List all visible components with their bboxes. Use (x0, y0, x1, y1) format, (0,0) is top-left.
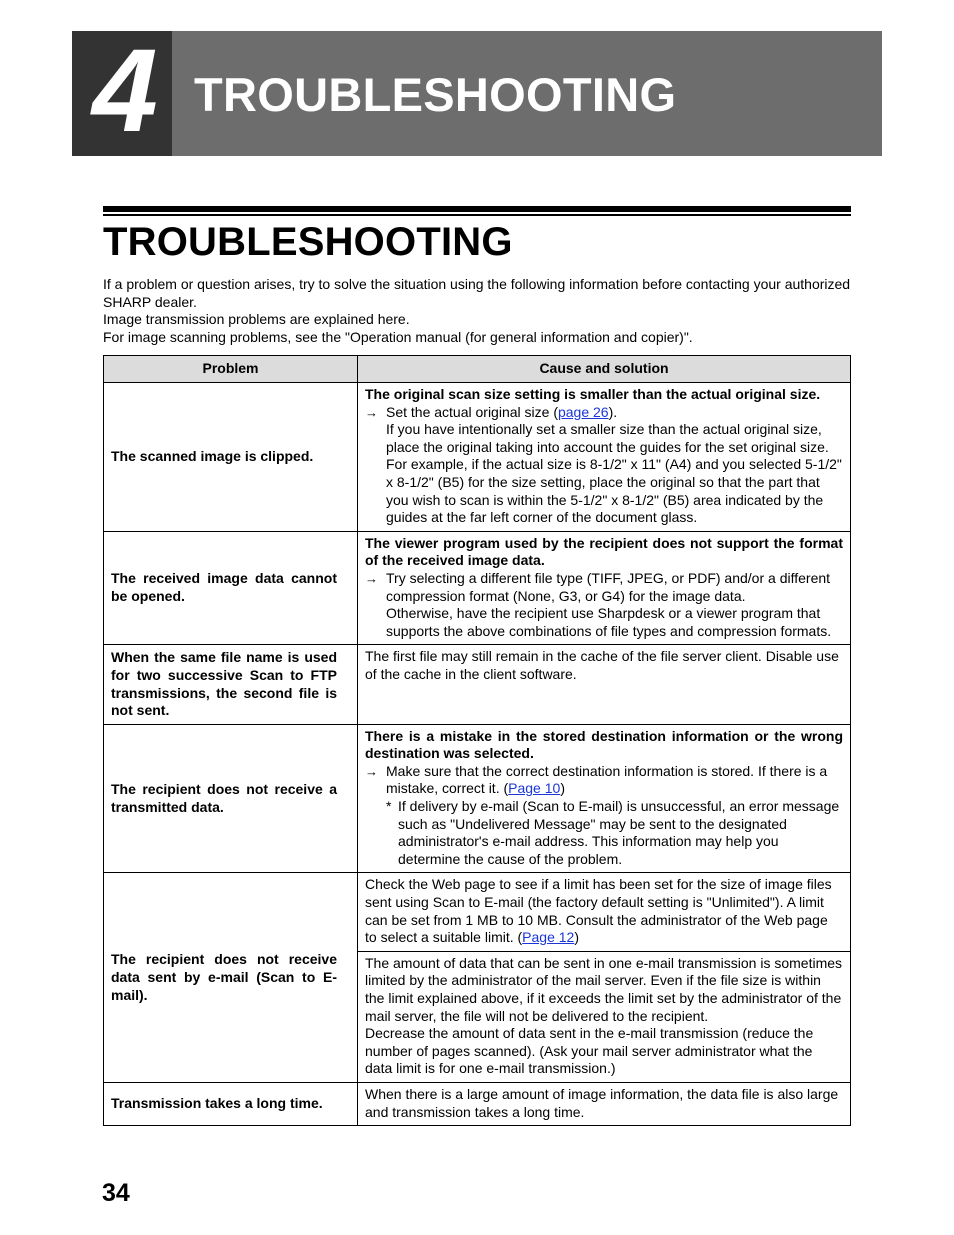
solution-item: → Make sure that the correct destination information is stored. If there is a mistake, correct it. (Page 10) (365, 762, 828, 797)
problem-cell: Transmission takes a long time. (104, 1082, 358, 1125)
arrow-icon: → (365, 570, 378, 586)
cause-cell (358, 531, 851, 645)
table-row (104, 383, 851, 532)
intro-paragraph: For image scanning problems, see the "Operation manual (for general information and copier)". (103, 328, 693, 345)
solution-note: * If delivery by e-mail (Scan to E-mail) is unsuccessful, an error message such as "Undelivered Message" may be sent to the designated administrator's e-mail address. This information may help you determine the cause of the problem. (386, 798, 840, 867)
problem-cell: The received image data cannot be opened. (104, 531, 358, 645)
troubleshooting-table (103, 355, 851, 1126)
cause-heading: There is a mistake in the stored destination information or the wrong destination was selected. (365, 727, 843, 762)
cause-cell (358, 724, 851, 873)
intro-paragraph: If a problem or question arises, try to solve the situation using the following information before contacting your authorized SHARP dealer. (103, 276, 851, 310)
chapter-title: TROUBLESHOOTING (194, 68, 677, 121)
intro-paragraph: Image transmission problems are explained here. (103, 311, 410, 328)
page-link[interactable]: Page 10 (508, 780, 561, 797)
title-rule-thick (103, 206, 851, 212)
chapter-number-box (72, 25, 172, 157)
table-row (104, 873, 851, 951)
cause-cell (358, 951, 851, 1082)
chapter-banner (72, 25, 882, 157)
solution-item: → Set the actual original size (page 26). (365, 403, 618, 420)
page-number: 34 (102, 1179, 130, 1207)
cause-heading: The original scan size setting is smaller than the actual original size. (365, 386, 821, 402)
title-rule-thin (103, 214, 851, 216)
table-row (104, 531, 851, 645)
solution-text: The first file may still remain in the cache of the file server client. Disable use of the cache in the client software. (365, 648, 839, 682)
solution-text: Decrease the amount of data sent in the e-mail transmission (reduce the number of pages scanned). (Ask your mail server administrator what the data limit is for one e-mail transmission.) (365, 1025, 814, 1077)
chapter-number: 4 (92, 25, 158, 157)
table-row (104, 724, 851, 873)
solution-item: → Try selecting a different file type (TIFF, JPEG, or PDF) and/or a different compression format (None, G3, or G4) for the image data. (365, 569, 831, 604)
intro-text (103, 276, 851, 346)
cause-cell (358, 645, 851, 724)
table-row (104, 1082, 851, 1125)
problem-cell: When the same file name is used for two successive Scan to FTP transmissions, the second file is not sent. (104, 645, 358, 724)
solution-text: When there is a large amount of image information, the data file is also large and transmission takes a long time. (365, 1085, 839, 1120)
cause-heading: The viewer program used by the recipient does not support the format of the received image data. (365, 534, 843, 569)
page-link[interactable]: Page 12 (522, 929, 575, 946)
cause-header: Cause and solution (358, 356, 851, 383)
cause-cell (358, 383, 851, 532)
problem-cell: The scanned image is clipped. (104, 383, 358, 532)
problem-cell: The recipient does not receive a transmitted data. (104, 724, 358, 873)
cause-cell (358, 873, 851, 951)
asterisk-icon: * (386, 798, 392, 815)
solution-text: Check the Web page to see if a limit has been set for the size of image files sent using Scan to E-mail (the factory default setting is "Unlimited"). A limit can be set from 1 MB to 10 MB. Consult the administrator of the Web page to select a suitable limit. (Page 12) (365, 876, 832, 946)
solution-text: The amount of data that can be sent in one e-mail transmission is sometimes limited by the administrator of the mail server. Even if the file size is within the limit explained above, if it exceeds the limit set by the administrator of the mail server, the file will not be delivered to the recipient. (365, 954, 843, 1024)
arrow-icon: → (365, 404, 378, 420)
problem-header: Problem (104, 356, 358, 383)
problem-cell: The recipient does not receive data sent by e-mail (Scan to E-mail). (104, 873, 358, 1083)
solution-detail: If you have intentionally set a smaller size than the actual original size, place the original taking into account the guides for the set original size. For example, if the actual size is 8-1/2" x 11" (A4) and you selected 5-1/2" x 8-1/2" (B5) for the size setting, place the original so that the part that you wish to scan is within the 5-1/2" x 8-1/2" (B5) area indicated by the guides at the far left corner of the document glass. (386, 421, 842, 526)
table-header-row (104, 356, 851, 383)
page-link[interactable]: page 26 (557, 403, 609, 420)
solution-detail: Otherwise, have the recipient use Sharpdesk or a viewer program that supports the above combinations of file types and compression formats. (386, 605, 832, 639)
table-row (104, 645, 851, 724)
page-title: TROUBLESHOOTING (103, 220, 513, 264)
cause-cell (358, 1082, 851, 1125)
arrow-icon: → (365, 763, 378, 779)
